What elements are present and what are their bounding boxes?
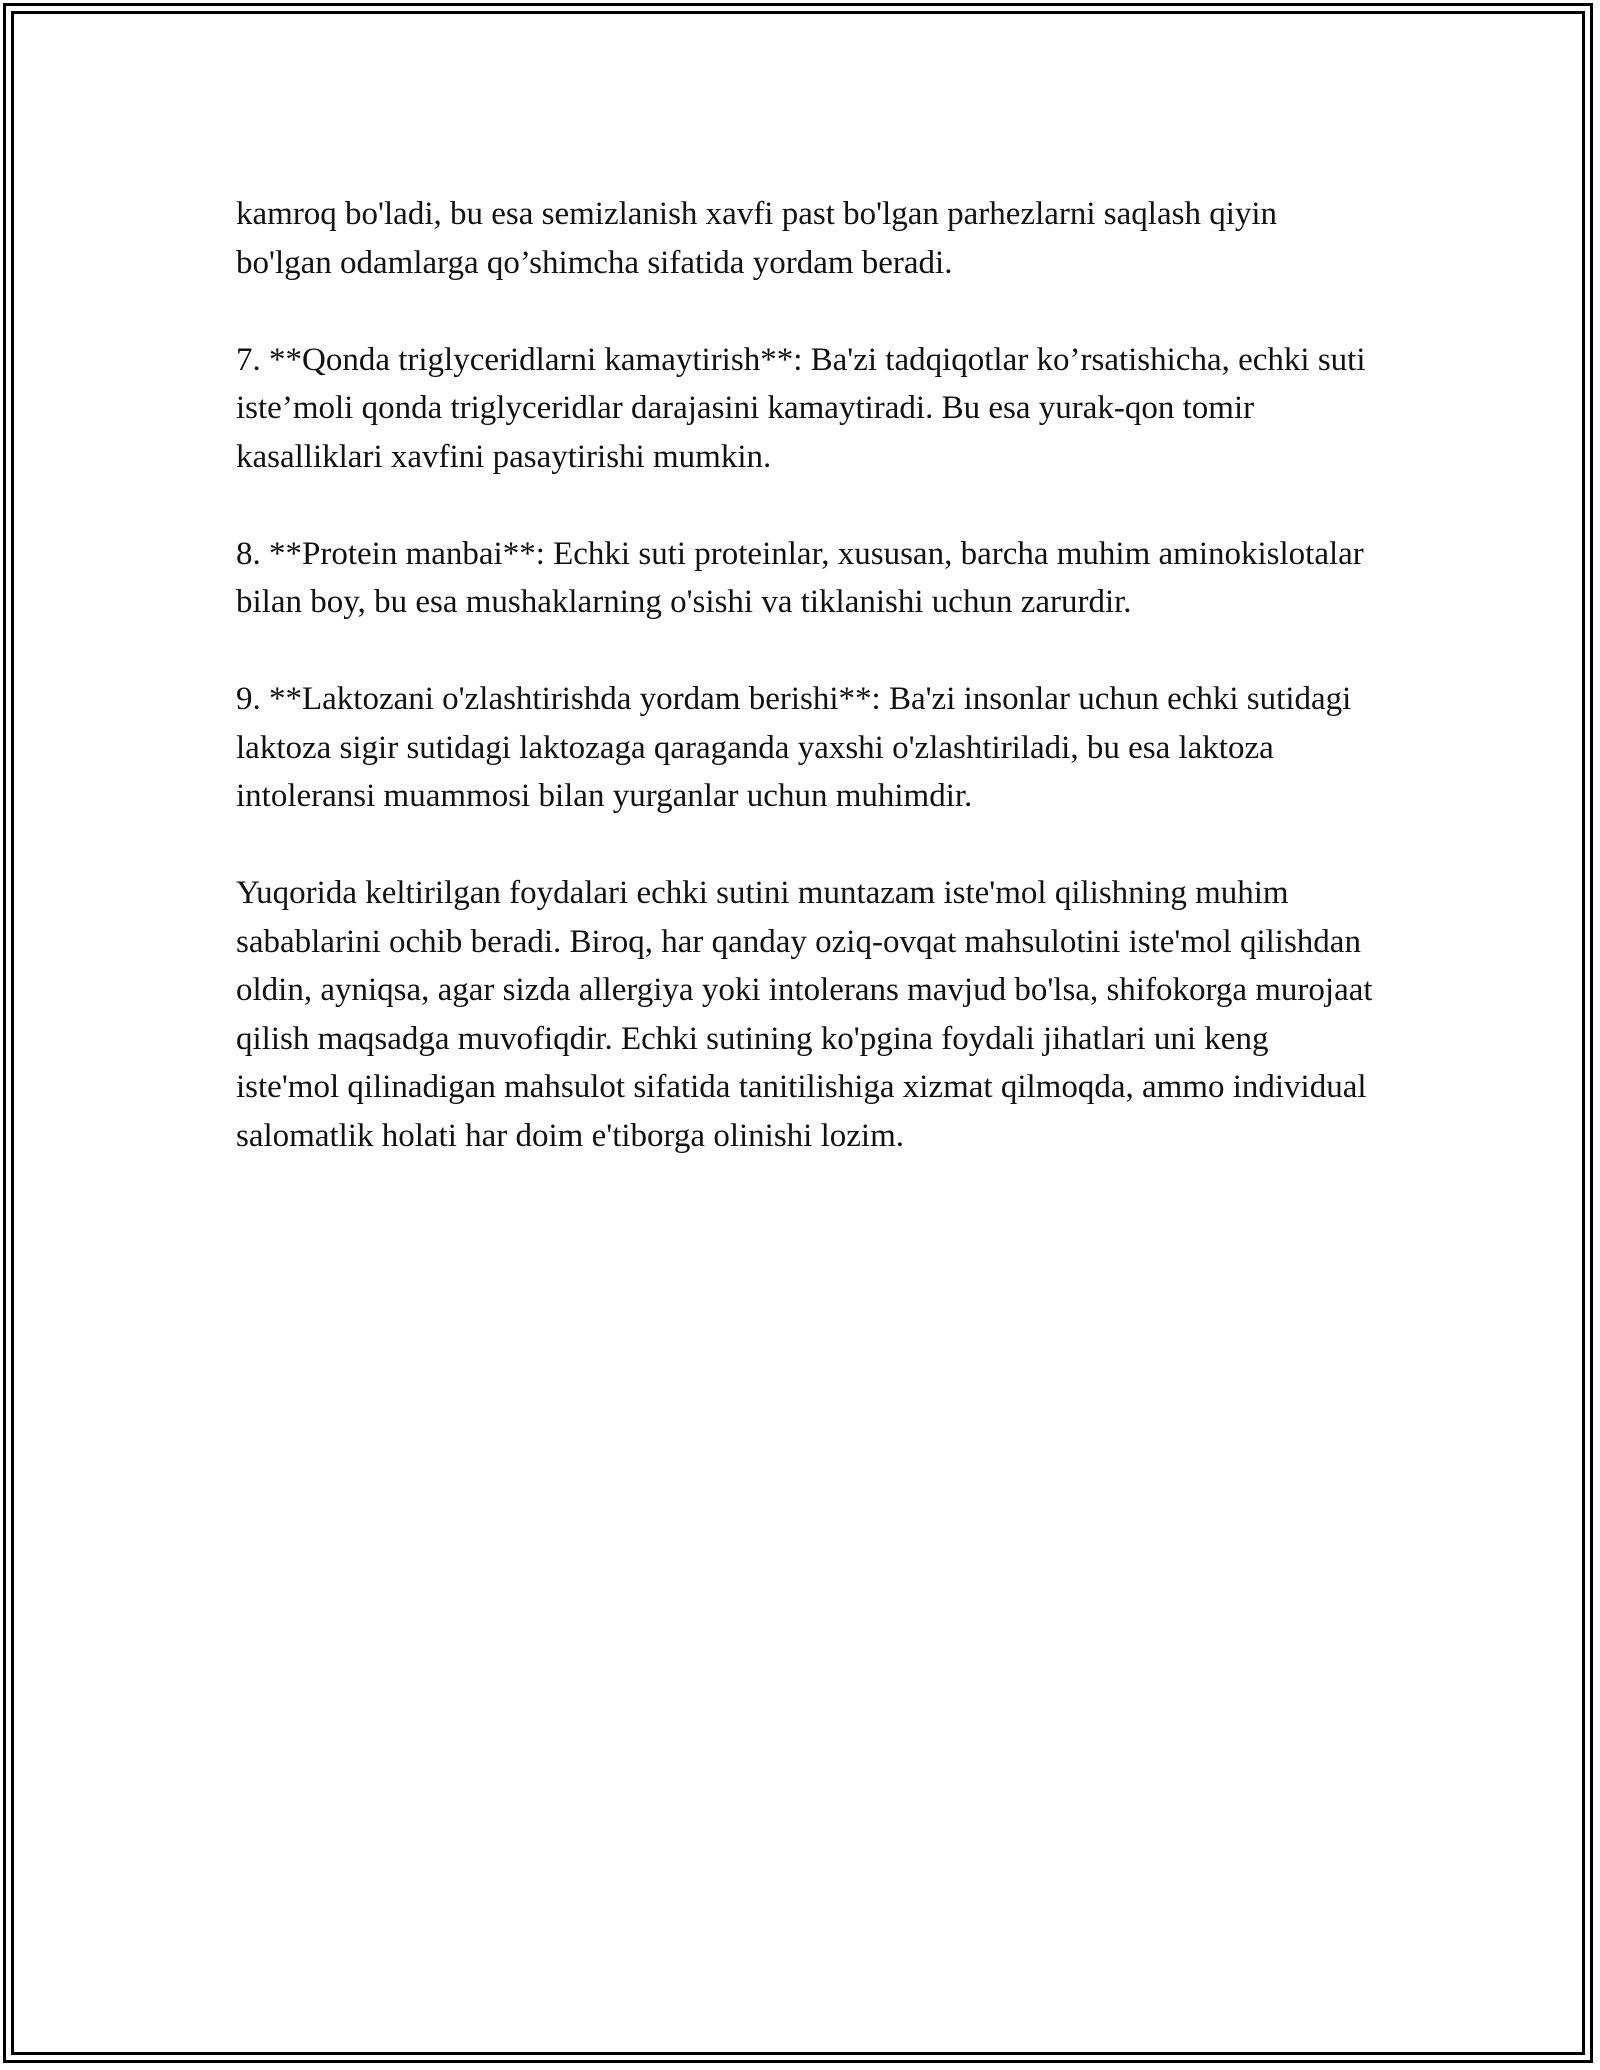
paragraph-item-9: 9. **Laktozani o'zlashtirishda yordam berishi**: Ba'zi insonlar uchun echki sutidagi laktoza sigir sutidagi laktozaga qaraganda yaxshi o'zlashtiriladi, bu esa laktoza intoleransi muammosi bilan yurganlar uchun muhimdir. <box>236 681 1352 814</box>
paragraph-conclusion: Yuqorida keltirilgan foydalari echki sutini muntazam iste'mol qilishning muhim sabablarini ochib beradi. Biroq, har qanday oziq-ovqat mahsulotini iste'mol qilishdan oldin, ayniqsa, agar sizda allergiya yoki intolerans mavjud bo'lsa, shifokorga murojaat qilish maqsadga muvofiqdir. Echki sutining ko'pgina foydali jihatlari uni keng iste'mol qilinadigan mahsulot sifatida tanitilishiga xizmat qilmoqda, ammo individual salomatlik holati har doim e'tiborga olinishi lozim. <box>236 875 1373 1154</box>
paragraph-continuation: kamroq bo'ladi, bu esa semizlanish xavfi past bo'lgan parhezlarni saqlash qiyin bo'lgan odamlarga qo’shimcha sifatida yordam beradi. <box>236 196 1278 281</box>
paragraph-item-7: 7. **Qonda triglyceridlarni kamaytirish**: Ba'zi tadqiqotlar ko’rsatishicha, echki suti iste’moli qonda triglyceridlar darajasini kamaytiradi. Bu esa yurak-qon tomir kasalliklari xavfini pasaytirishi mumkin. <box>236 341 1366 475</box>
paragraph-item-8: 8. **Protein manbai**: Echki suti proteinlar, xususan, barcha muhim aminokislotalar bilan boy, bu esa mushaklarning o'sishi va tiklanishi uchun zarurdir. <box>236 535 1364 620</box>
document-body <box>236 190 1376 1160</box>
